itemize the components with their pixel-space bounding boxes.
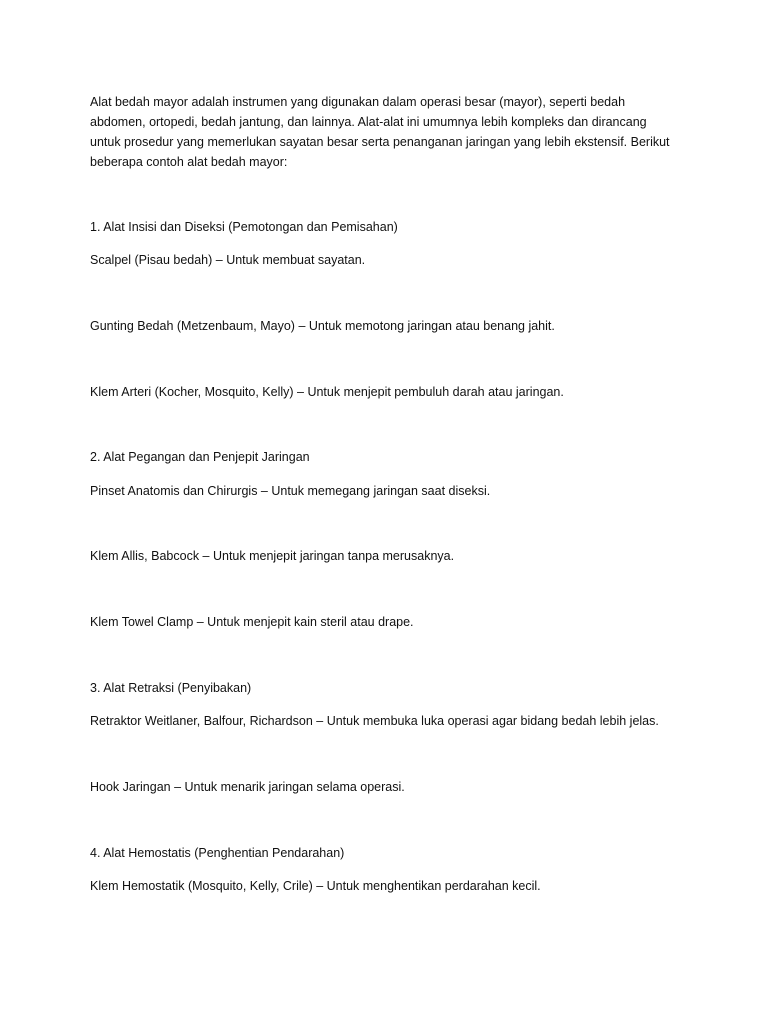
section-item: Klem Allis, Babcock – Untuk menjepit jaringan tanpa merusaknya.	[90, 549, 455, 563]
intro-line: untuk prosedur yang memerlukan sayatan besar serta penanganan jaringan yang lebih ekstensif. Berikut	[90, 135, 670, 149]
section-item: Klem Arteri (Kocher, Mosquito, Kelly) – Untuk menjepit pembuluh darah atau jaringan.	[90, 385, 564, 399]
section-heading: 4. Alat Hemostatis (Penghentian Pendarahan)	[90, 846, 345, 860]
intro-line: Alat bedah mayor adalah instrumen yang digunakan dalam operasi besar (mayor), seperti bedah	[90, 95, 626, 109]
section-item: Retraktor Weitlaner, Balfour, Richardson – Untuk membuka luka operasi agar bidang bedah lebih jelas.	[90, 714, 659, 728]
section-item: Scalpel (Pisau bedah) – Untuk membuat sayatan.	[90, 253, 366, 267]
section-heading: 3. Alat Retraksi (Penyibakan)	[90, 681, 252, 695]
intro-line: abdomen, ortopedi, bedah jantung, dan lainnya. Alat-alat ini umumnya lebih kompleks dan dirancang	[90, 115, 647, 129]
section-item: Gunting Bedah (Metzenbaum, Mayo) – Untuk memotong jaringan atau benang jahit.	[90, 319, 555, 333]
section-item: Klem Hemostatik (Mosquito, Kelly, Crile) – Untuk menghentikan perdarahan kecil.	[90, 879, 541, 893]
section-heading: 1. Alat Insisi dan Diseksi (Pemotongan dan Pemisahan)	[90, 220, 398, 234]
section-heading: 2. Alat Pegangan dan Penjepit Jaringan	[90, 450, 310, 464]
section-item: Klem Towel Clamp – Untuk menjepit kain steril atau drape.	[90, 615, 414, 629]
section-item: Hook Jaringan – Untuk menarik jaringan selama operasi.	[90, 780, 405, 794]
section-item: Pinset Anatomis dan Chirurgis – Untuk memegang jaringan saat diseksi.	[90, 484, 491, 498]
intro-line: beberapa contoh alat bedah mayor:	[90, 155, 288, 169]
